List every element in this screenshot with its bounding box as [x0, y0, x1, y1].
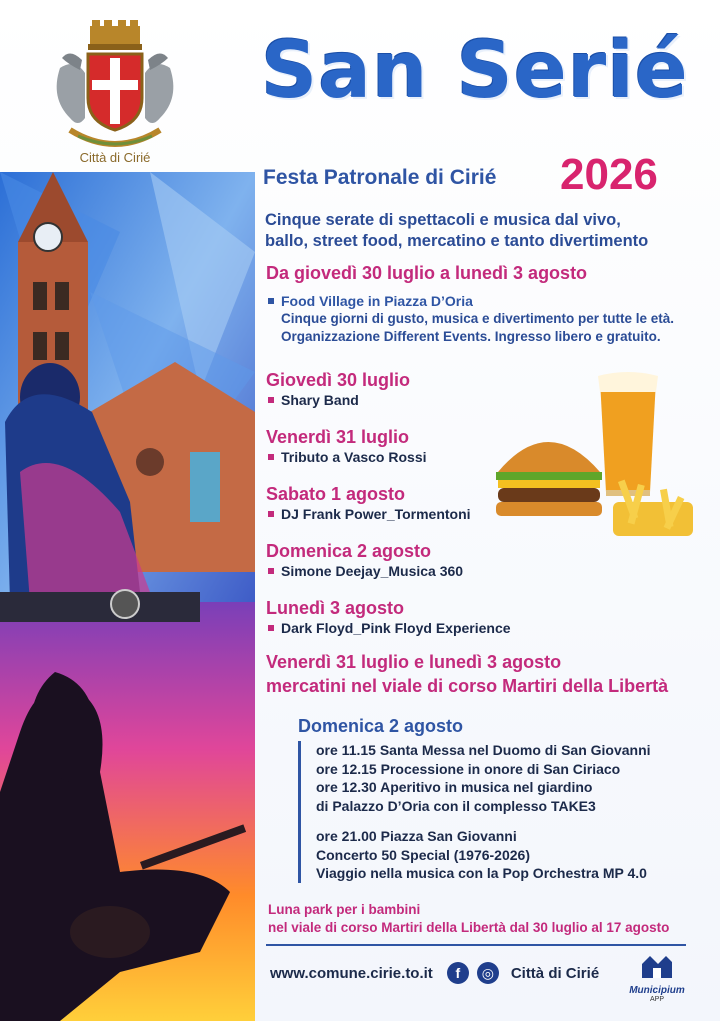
poster-title: San Serié: [261, 26, 689, 116]
municipium-app-logo[interactable]: [622, 952, 692, 1003]
evening-block: [266, 426, 427, 466]
evening-date: Giovedì 30 luglio: [266, 370, 411, 390]
bullet-icon: [268, 511, 274, 517]
evening-date: Lunedì 3 agosto: [266, 598, 405, 618]
intro-line: Cinque serate di spettacoli e musica dal vivo,: [265, 211, 621, 229]
bullet-icon: [268, 625, 274, 631]
poster-year: 2026: [560, 150, 658, 199]
evening-act: Tributo a Vasco Rossi: [266, 448, 427, 466]
sunday-evening-line: ore 21.00 Piazza San Giovanni: [316, 828, 517, 844]
instagram-icon[interactable]: ◎: [477, 962, 499, 984]
evening-act: Dark Floyd_Pink Floyd Experience: [266, 619, 511, 637]
food-village-item: [266, 292, 711, 310]
bullet-icon: [268, 298, 274, 304]
sunday-title: Domenica 2 agosto: [298, 716, 464, 736]
burger-beer-fries-icon: [488, 372, 700, 552]
food-village-line: Organizzazione Different Events. Ingresso libero e gratuito.: [281, 329, 661, 344]
social-name: Città di Cirié: [510, 964, 600, 982]
evening-date: Sabato 1 agosto: [266, 484, 406, 504]
luna-park-line: Luna park per i bambini: [268, 902, 421, 917]
app-label: APP: [649, 996, 664, 1003]
footer: [270, 962, 599, 984]
municipium-icon: [640, 952, 674, 980]
evening-date: Venerdì 31 luglio: [266, 427, 410, 447]
luna-park-line: nel viale di corso Martiri della Libertà dal 30 luglio al 17 agosto: [268, 920, 670, 935]
website-link[interactable]: www.comune.cirie.to.it: [270, 964, 433, 982]
facebook-icon[interactable]: f: [447, 962, 469, 984]
sunday-line: di Palazzo D’Oria con il complesso TAKE3: [316, 797, 596, 814]
food-village-title: Food Village in Piazza D’Oria: [281, 293, 473, 309]
intro-line: ballo, street food, mercatino e tanto divertimento: [265, 232, 649, 250]
market-line: mercatini nel viale di corso Martiri della Libertà: [266, 676, 669, 696]
sunday-evening-line: Concerto 50 Special (1976-2026): [316, 846, 530, 863]
event-artwork: [0, 172, 255, 1021]
crest-label: Città di Cirié: [79, 150, 151, 165]
evening-block: [266, 540, 463, 580]
intro-text: [265, 210, 705, 252]
footer-divider: [266, 944, 686, 946]
evening-act: Simone Deejay_Musica 360: [266, 562, 463, 580]
evening-block: [266, 483, 471, 523]
municipium-label: Municipium: [629, 985, 685, 996]
evening-act: DJ Frank Power_Tormentoni: [266, 505, 471, 523]
bullet-icon: [268, 397, 274, 403]
bullet-icon: [268, 568, 274, 574]
sunday-line: ore 12.30 Aperitivo in musica nel giardino: [316, 779, 593, 795]
sunday-program: [298, 716, 703, 883]
market-notice: [266, 650, 668, 698]
food-village-period: Da giovedì 30 luglio a lunedì 3 agosto: [266, 263, 588, 283]
sunday-line: ore 12.15 Processione in onore di San Ciriaco: [316, 760, 621, 777]
poster-subtitle: Festa Patronale di Cirié: [263, 166, 497, 189]
evening-date: Domenica 2 agosto: [266, 541, 432, 561]
market-line: Venerdì 31 luglio e lunedì 3 agosto: [266, 652, 562, 672]
food-village-line: Cinque giorni di gusto, musica e divertimento per tutte le età.: [281, 311, 675, 326]
city-crest-icon: [40, 18, 190, 168]
bullet-icon: [268, 454, 274, 460]
luna-park-notice: [268, 901, 669, 937]
evening-block: [266, 369, 410, 409]
sunday-list: [298, 741, 703, 883]
evening-block: [266, 597, 511, 637]
sunday-evening-line: Viaggio nella musica con la Pop Orchestra MP 4.0: [316, 865, 647, 881]
sunday-line: ore 11.15 Santa Messa nel Duomo di San Giovanni: [316, 742, 651, 758]
evening-act: Shary Band: [266, 391, 410, 409]
food-village-section: [266, 262, 711, 346]
